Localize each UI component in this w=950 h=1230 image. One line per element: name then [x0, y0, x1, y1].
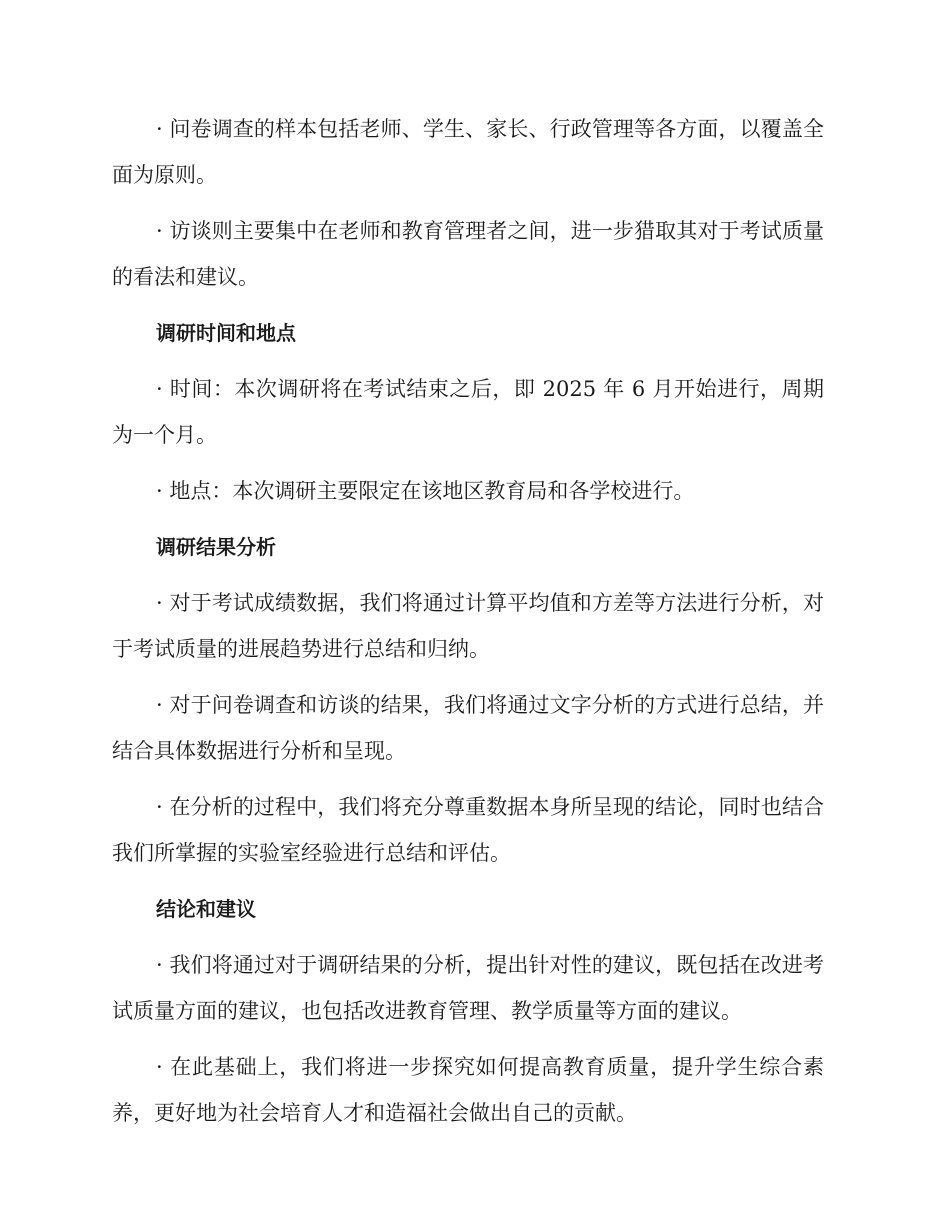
document-page — [112, 106, 824, 1146]
bullet-paragraph: · 在分析的过程中，我们将充分尊重数据本身所呈现的结论，同时也结合我们所掌握的实验室经验进行总结和评估。 — [112, 795, 824, 865]
bullet-paragraph: · 地点：本次调研主要限定在该地区教育局和各学校进行。 — [156, 479, 695, 503]
bullet-paragraph: · 时间：本次调研将在考试结束之后，即 2025 年 6 月开始进行，周期为一个月。 — [112, 377, 824, 447]
bullet-paragraph: · 问卷调查的样本包括老师、学生、家长、行政管理等各方面，以覆盖全面为原则。 — [112, 117, 824, 187]
bullet-paragraph: · 我们将通过对于调研结果的分析，提出针对性的建议，既包括在改进考试质量方面的建议，也包括改进教育管理、教学质量等方面的建议。 — [112, 953, 824, 1023]
bullet-paragraph: · 对于考试成绩数据，我们将通过计算平均值和方差等方法进行分析，对于考试质量的进展趋势进行总结和归纳。 — [112, 591, 824, 661]
section-heading: 调研时间和地点 — [156, 321, 296, 345]
section-heading: 调研结果分析 — [156, 535, 276, 559]
bullet-paragraph: · 对于问卷调查和访谈的结果，我们将通过文字分析的方式进行总结，并结合具体数据进行分析和呈现。 — [112, 693, 824, 763]
bullet-paragraph: · 在此基础上，我们将进一步探究如何提高教育质量，提升学生综合素养，更好地为社会培育人才和造福社会做出自己的贡献。 — [112, 1055, 824, 1125]
bullet-paragraph: · 访谈则主要集中在老师和教育管理者之间，进一步猎取其对于考试质量的看法和建议。 — [112, 219, 824, 289]
section-heading: 结论和建议 — [156, 897, 256, 921]
